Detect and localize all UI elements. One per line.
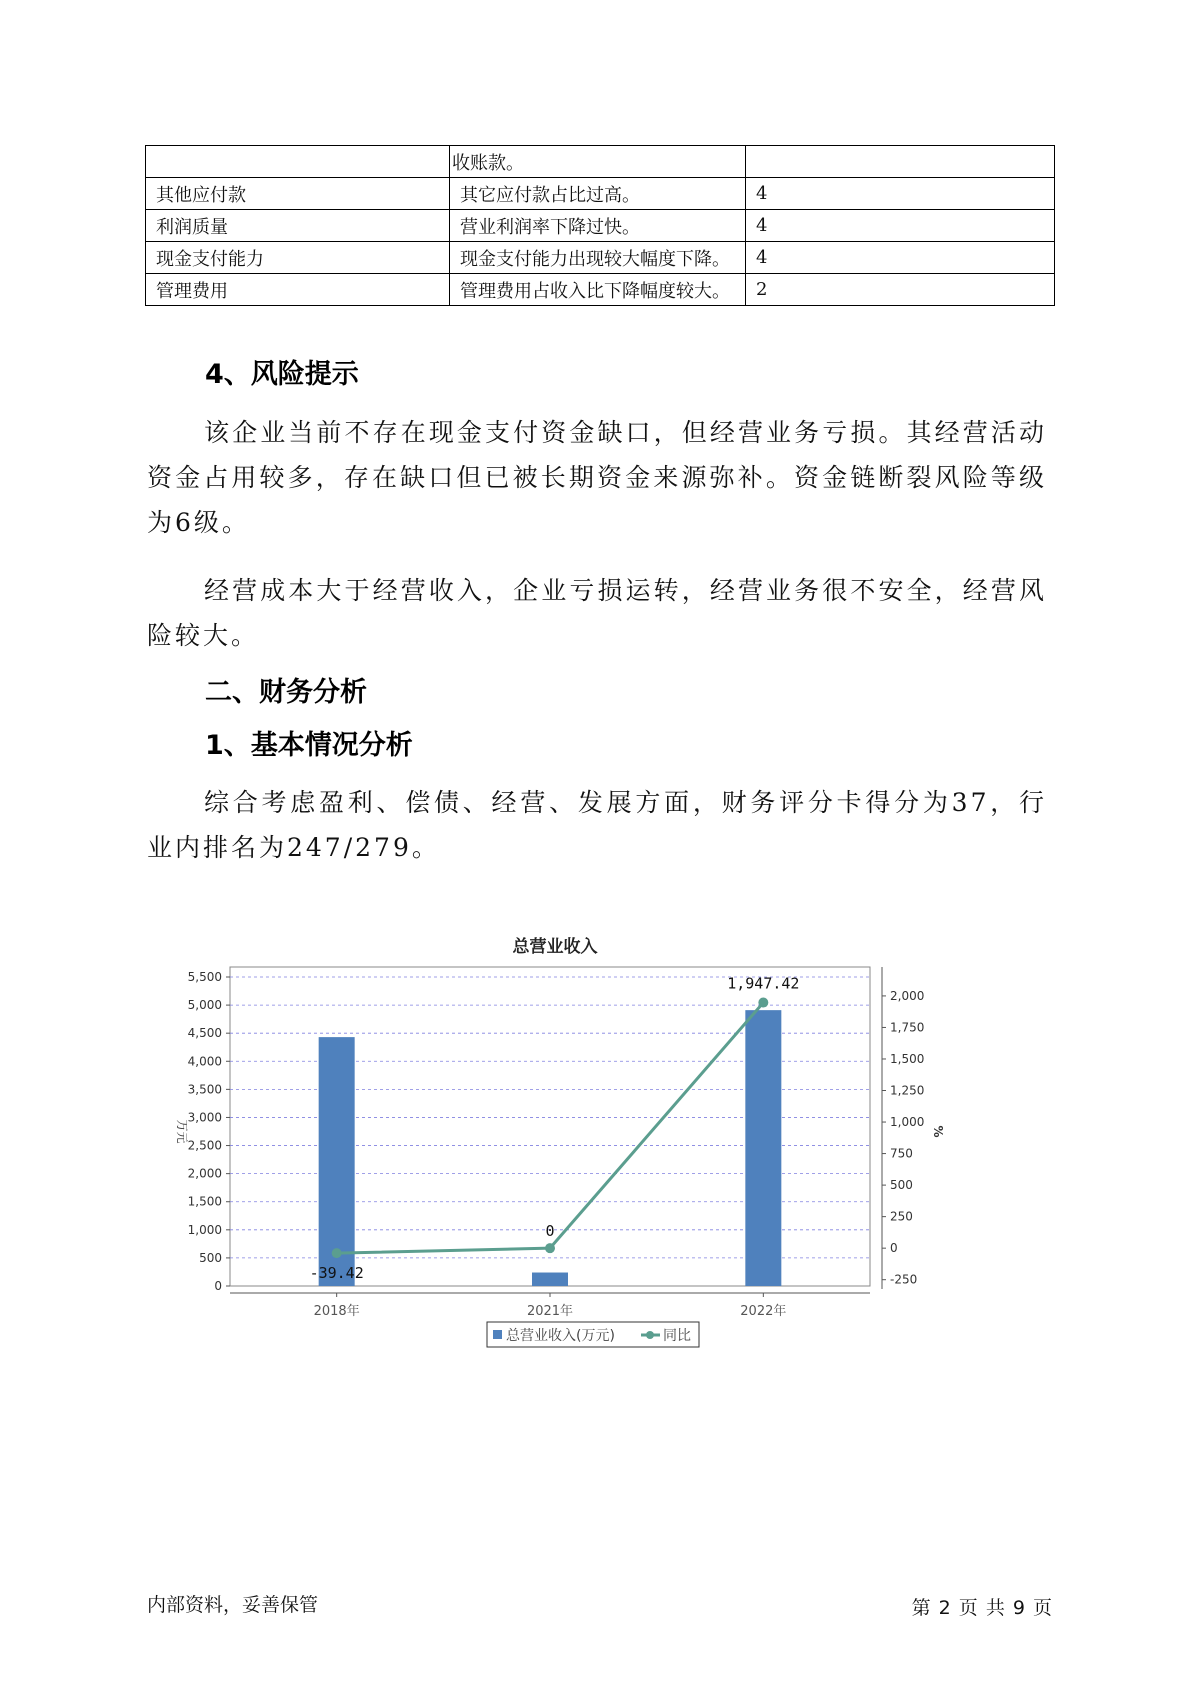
y-tick-label: 5,500	[187, 970, 222, 984]
y2-tick-label: -250	[890, 1272, 918, 1287]
finance-heading: 二、财务分析	[205, 677, 367, 708]
risk-paragraph-1: 该企业当前不存在现金支付资金缺口，但经营业务亏损。其经营活动资金占用较多，存在缺口但已被长期资金来源弥补。资金链断裂风险等级为6级。	[147, 418, 1047, 537]
risk-heading: 4、风险提示	[205, 359, 359, 390]
y2-tick-label: 1,500	[890, 1051, 925, 1066]
yoy-point	[758, 998, 768, 1008]
footer-page-number: 第 2 页 共 9 页	[911, 1597, 1053, 1619]
table-cell-score: 4	[746, 178, 1055, 210]
table-cell-score: 4	[746, 242, 1055, 274]
y-tick-label: 4,500	[187, 1026, 222, 1041]
table-cell-description: 管理费用占收入比下降幅度较大。	[450, 274, 746, 306]
table-cell-score: 2	[746, 274, 1055, 306]
table-cell-item: 利润质量	[146, 210, 450, 242]
yoy-point	[332, 1248, 342, 1258]
y-tick-label: 5,000	[187, 998, 222, 1013]
y2-tick-label: 750	[890, 1146, 913, 1161]
y-tick-label: 3,500	[187, 1082, 222, 1097]
revenue-chart	[150, 895, 1050, 1355]
table-cell-score	[746, 146, 1055, 178]
yoy-data-label: -39.42	[309, 1264, 364, 1283]
table-cell-score: 4	[746, 210, 1055, 242]
y2-tick-label: 1,750	[890, 1020, 925, 1035]
legend-bar-swatch	[493, 1330, 502, 1339]
chart-title: 总营业收入	[512, 937, 598, 957]
x-tick-label: 2021年	[526, 1304, 574, 1319]
x-tick-label: 2018年	[313, 1304, 360, 1319]
legend-line-marker	[646, 1331, 654, 1339]
y-tick-label: 3,000	[187, 1110, 222, 1125]
y2-tick-label: 2,000	[890, 988, 925, 1003]
y-tick-label: 1,000	[187, 1222, 222, 1237]
y2-tick-label: 0	[890, 1241, 898, 1256]
risk-table	[145, 145, 1055, 306]
bar-2022年	[745, 1010, 781, 1286]
y-axis-label: 万元	[175, 1119, 189, 1144]
x-tick-label: 2022年	[740, 1304, 787, 1319]
table-cell-item: 管理费用	[146, 274, 450, 306]
table-cell-item: 现金支付能力	[146, 242, 450, 274]
y-tick-label: 2,000	[187, 1166, 222, 1181]
table-row	[146, 274, 1055, 306]
yoy-point	[545, 1243, 555, 1253]
basic-analysis-paragraph: 综合考虑盈利、偿债、经营、发展方面，财务评分卡得分为37，行业内排名为247/279。	[147, 788, 1047, 862]
legend-bar-label: 总营业收入(万元)	[506, 1328, 615, 1344]
y2-axis-label: %	[931, 1125, 945, 1138]
table-cell-description: 其它应付款占比过高。	[450, 178, 746, 210]
table-cell-item: 其他应付款	[146, 178, 450, 210]
risk-paragraph-2: 经营成本大于经营收入，企业亏损运转，经营业务很不安全，经营风险较大。	[147, 576, 1047, 650]
y-tick-label: 0	[214, 1279, 222, 1293]
table-row	[146, 242, 1055, 274]
y2-tick-label: 500	[890, 1178, 913, 1193]
y-tick-label: 4,000	[187, 1054, 222, 1069]
table-cell-description: 收账款。	[450, 146, 746, 178]
table-cell-description: 营业利润率下降过快。	[450, 210, 746, 242]
y-tick-label: 2,500	[187, 1138, 222, 1153]
table-row	[146, 210, 1055, 242]
y2-tick-label: 1,250	[890, 1083, 925, 1098]
yoy-data-label: 0	[545, 1222, 555, 1241]
y-tick-label: 1,500	[187, 1194, 222, 1209]
y2-tick-label: 1,000	[890, 1115, 925, 1130]
revenue-chart-svg	[150, 895, 1050, 1355]
legend-line-label: 同比	[663, 1328, 691, 1344]
basic-analysis-heading: 1、基本情况分析	[205, 730, 413, 761]
table-row	[146, 146, 1055, 178]
yoy-data-label: 1,947.42	[727, 974, 800, 993]
y2-tick-label: 250	[890, 1209, 913, 1224]
table-cell-description: 现金支付能力出现较大幅度下降。	[450, 242, 746, 274]
bar-2021年	[532, 1273, 568, 1286]
table-cell-item	[146, 146, 450, 178]
table-row	[146, 178, 1055, 210]
y-tick-label: 500	[199, 1250, 222, 1265]
footer-confidential: 内部资料，妥善保管	[147, 1594, 319, 1616]
yoy-line	[337, 1003, 764, 1254]
